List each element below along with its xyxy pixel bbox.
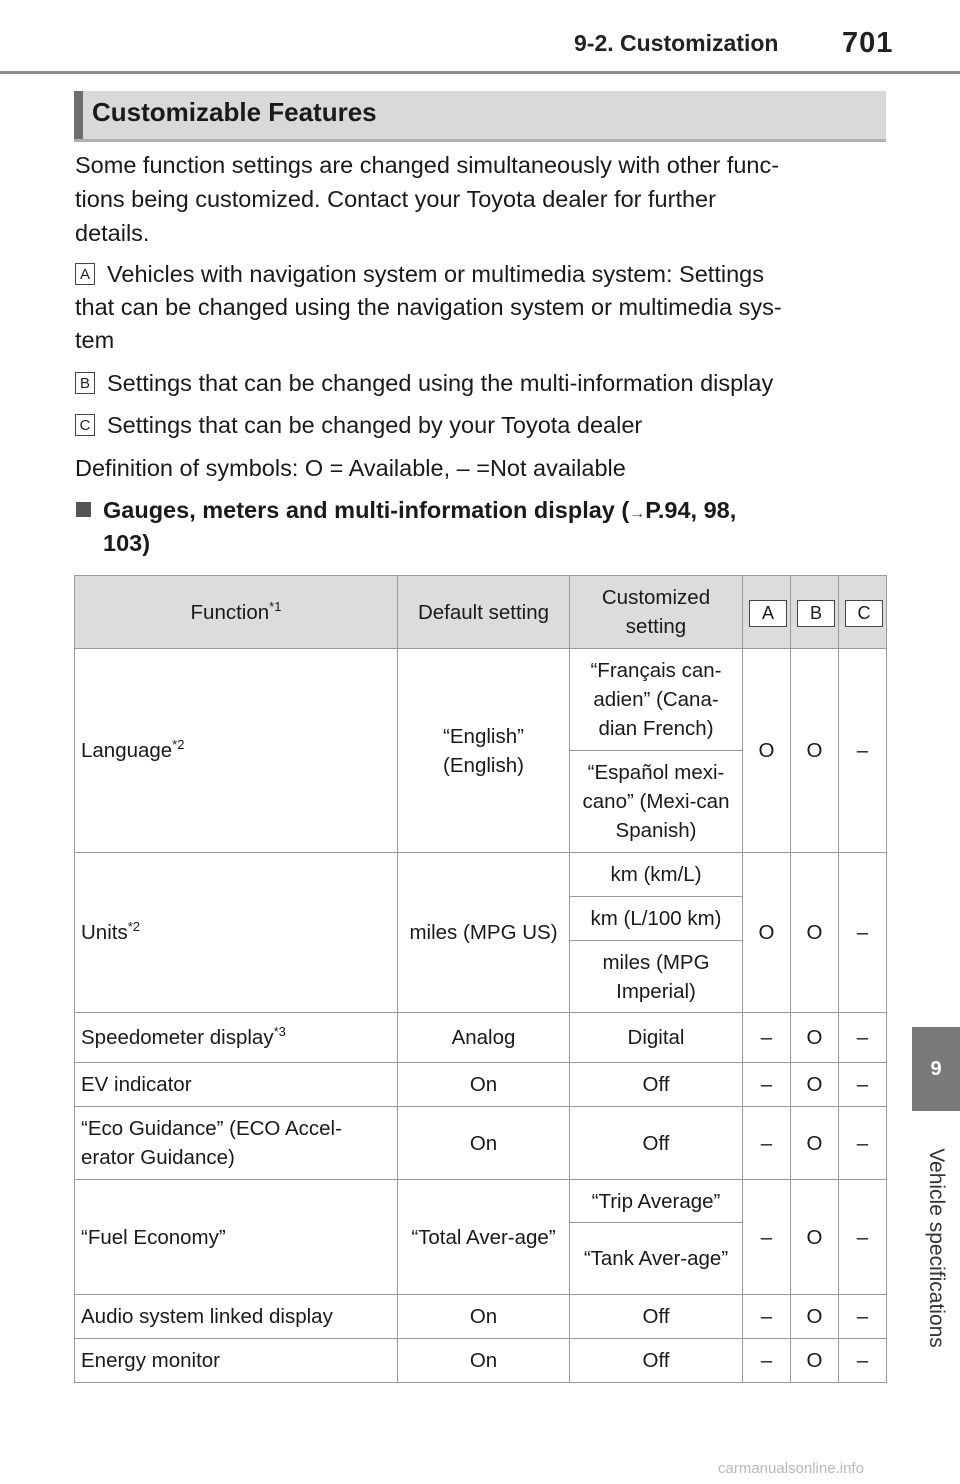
avail-a-cell: – bbox=[743, 1339, 791, 1383]
avail-c-cell: – bbox=[839, 1063, 887, 1107]
custom-cell: “Français can-adien” (Cana-dian French) bbox=[570, 649, 743, 751]
customization-table bbox=[74, 575, 887, 1383]
default-cell: On bbox=[398, 1295, 570, 1339]
default-cell: miles (MPG US) bbox=[398, 853, 570, 1013]
function-cell: “Eco Guidance” (ECO Accel-erator Guidance) bbox=[75, 1107, 398, 1180]
legend-b-line: Settings that can be changed using the multi-information display bbox=[107, 370, 774, 396]
avail-c-cell: – bbox=[839, 1180, 887, 1295]
table-header-row bbox=[75, 576, 887, 649]
avail-a-cell: O bbox=[743, 649, 791, 853]
header-box-b: B bbox=[797, 600, 835, 627]
default-cell: “Total Aver-age” bbox=[398, 1180, 570, 1295]
symbols-definition: Definition of symbols: O = Available, – =Not available bbox=[75, 455, 626, 481]
custom-cell: “Trip Average” bbox=[570, 1180, 743, 1223]
intro-line-2: tions being customized. Contact your Toyota dealer for further bbox=[75, 186, 716, 212]
avail-a-cell: – bbox=[743, 1013, 791, 1063]
function-cell: Audio system linked display bbox=[75, 1295, 398, 1339]
function-cell: Speedometer display$^{*3}$ bbox=[75, 1013, 398, 1063]
legend-box-c: C bbox=[75, 414, 95, 436]
chapter-tab bbox=[912, 1027, 960, 1111]
avail-c-cell: – bbox=[839, 853, 887, 1013]
legend-box-a: A bbox=[75, 263, 95, 285]
footnote-ref: *2 bbox=[127, 919, 141, 935]
avail-c-cell: – bbox=[839, 1013, 887, 1063]
arrow-right-icon: → bbox=[629, 505, 646, 522]
heading-bullet bbox=[76, 502, 91, 517]
avail-c-cell: – bbox=[839, 1339, 887, 1383]
chapter-number: 9 bbox=[930, 1057, 942, 1080]
running-header: 9-2. Customization bbox=[574, 30, 779, 56]
avail-b-cell: O bbox=[791, 1013, 839, 1063]
custom-cell: miles (MPG Imperial) bbox=[570, 941, 743, 1013]
table-row bbox=[75, 1339, 887, 1383]
avail-b-cell: O bbox=[791, 1295, 839, 1339]
header-function: Function$^{*1}$ bbox=[75, 576, 398, 649]
custom-cell: Off bbox=[570, 1063, 743, 1107]
function-cell: Energy monitor bbox=[75, 1339, 398, 1383]
custom-cell: Off bbox=[570, 1295, 743, 1339]
section-title-bar bbox=[74, 91, 83, 139]
subheading-line-1 bbox=[103, 497, 736, 524]
legend-box-b: B bbox=[75, 372, 95, 394]
header-col-a bbox=[743, 576, 791, 649]
table-row bbox=[75, 649, 887, 751]
avail-b-cell: O bbox=[791, 1180, 839, 1295]
function-cell: “Fuel Economy” bbox=[75, 1180, 398, 1295]
avail-a-cell: – bbox=[743, 1295, 791, 1339]
function-cell: Language$^{*2}$ bbox=[75, 649, 398, 853]
avail-a-cell: – bbox=[743, 1107, 791, 1180]
avail-c-cell: – bbox=[839, 1107, 887, 1180]
table-row bbox=[75, 1063, 887, 1107]
footnote-ref: *3 bbox=[273, 1024, 286, 1040]
custom-cell: km (L/100 km) bbox=[570, 897, 743, 941]
header-customized: Customized setting bbox=[570, 576, 743, 649]
legend-a-line-3: tem bbox=[75, 327, 115, 353]
avail-b-cell: O bbox=[791, 853, 839, 1013]
header-box-a: A bbox=[749, 600, 787, 627]
footnote-ref: *1 bbox=[269, 598, 282, 614]
table-row bbox=[75, 1013, 887, 1063]
table-row bbox=[75, 853, 887, 897]
table-row bbox=[75, 1107, 887, 1180]
watermark: carmanualsonline.info bbox=[718, 1460, 864, 1477]
intro-line-3: details. bbox=[75, 220, 150, 246]
header-box-c: C bbox=[845, 600, 883, 627]
custom-cell: “Tank Aver-age” bbox=[570, 1223, 743, 1295]
custom-cell: Digital bbox=[570, 1013, 743, 1063]
avail-b-cell: O bbox=[791, 1107, 839, 1180]
avail-b-cell: O bbox=[791, 1339, 839, 1383]
page-reference-link[interactable]: P.94, 98, bbox=[645, 497, 737, 523]
legend-c-line: Settings that can be changed by your Toyota dealer bbox=[107, 412, 643, 438]
avail-a-cell: – bbox=[743, 1063, 791, 1107]
section-title-box bbox=[74, 91, 886, 142]
avail-b-cell: O bbox=[791, 649, 839, 853]
default-cell: On bbox=[398, 1107, 570, 1180]
intro-line-1: Some function settings are changed simultaneously with other func- bbox=[75, 152, 780, 178]
default-cell: On bbox=[398, 1063, 570, 1107]
chapter-label: Vehicle specifications bbox=[925, 1148, 948, 1348]
default-cell: Analog bbox=[398, 1013, 570, 1063]
header-col-b bbox=[791, 576, 839, 649]
footnote-ref: *2 bbox=[172, 737, 185, 753]
page-number: 701 bbox=[842, 27, 894, 59]
function-cell: EV indicator bbox=[75, 1063, 398, 1107]
avail-a-cell: – bbox=[743, 1180, 791, 1295]
subheading-text: Gauges, meters and multi-information display ( bbox=[103, 497, 630, 523]
table-row bbox=[75, 1295, 887, 1339]
custom-cell: Off bbox=[570, 1107, 743, 1180]
function-cell: Units$^{*2}$ bbox=[75, 853, 398, 1013]
section-title: Customizable Features bbox=[92, 97, 377, 127]
custom-cell: “Español mexi-cano” (Mexi-can Spanish) bbox=[570, 751, 743, 853]
default-cell: “English” (English) bbox=[398, 649, 570, 853]
avail-b-cell: O bbox=[791, 1063, 839, 1107]
legend-a-line-1: Vehicles with navigation system or multimedia system: Settings bbox=[107, 261, 764, 287]
custom-cell: km (km/L) bbox=[570, 853, 743, 897]
custom-cell: Off bbox=[570, 1339, 743, 1383]
avail-c-cell: – bbox=[839, 1295, 887, 1339]
avail-a-cell: O bbox=[743, 853, 791, 1013]
table-row bbox=[75, 1180, 887, 1223]
header-rule bbox=[0, 71, 960, 74]
legend-a-line-2: that can be changed using the navigation system or multimedia sys- bbox=[75, 294, 782, 320]
avail-c-cell: – bbox=[839, 649, 887, 853]
header-default: Default setting bbox=[398, 576, 570, 649]
subheading-line-2: 103) bbox=[103, 530, 151, 556]
default-cell: On bbox=[398, 1339, 570, 1383]
header-col-c bbox=[839, 576, 887, 649]
